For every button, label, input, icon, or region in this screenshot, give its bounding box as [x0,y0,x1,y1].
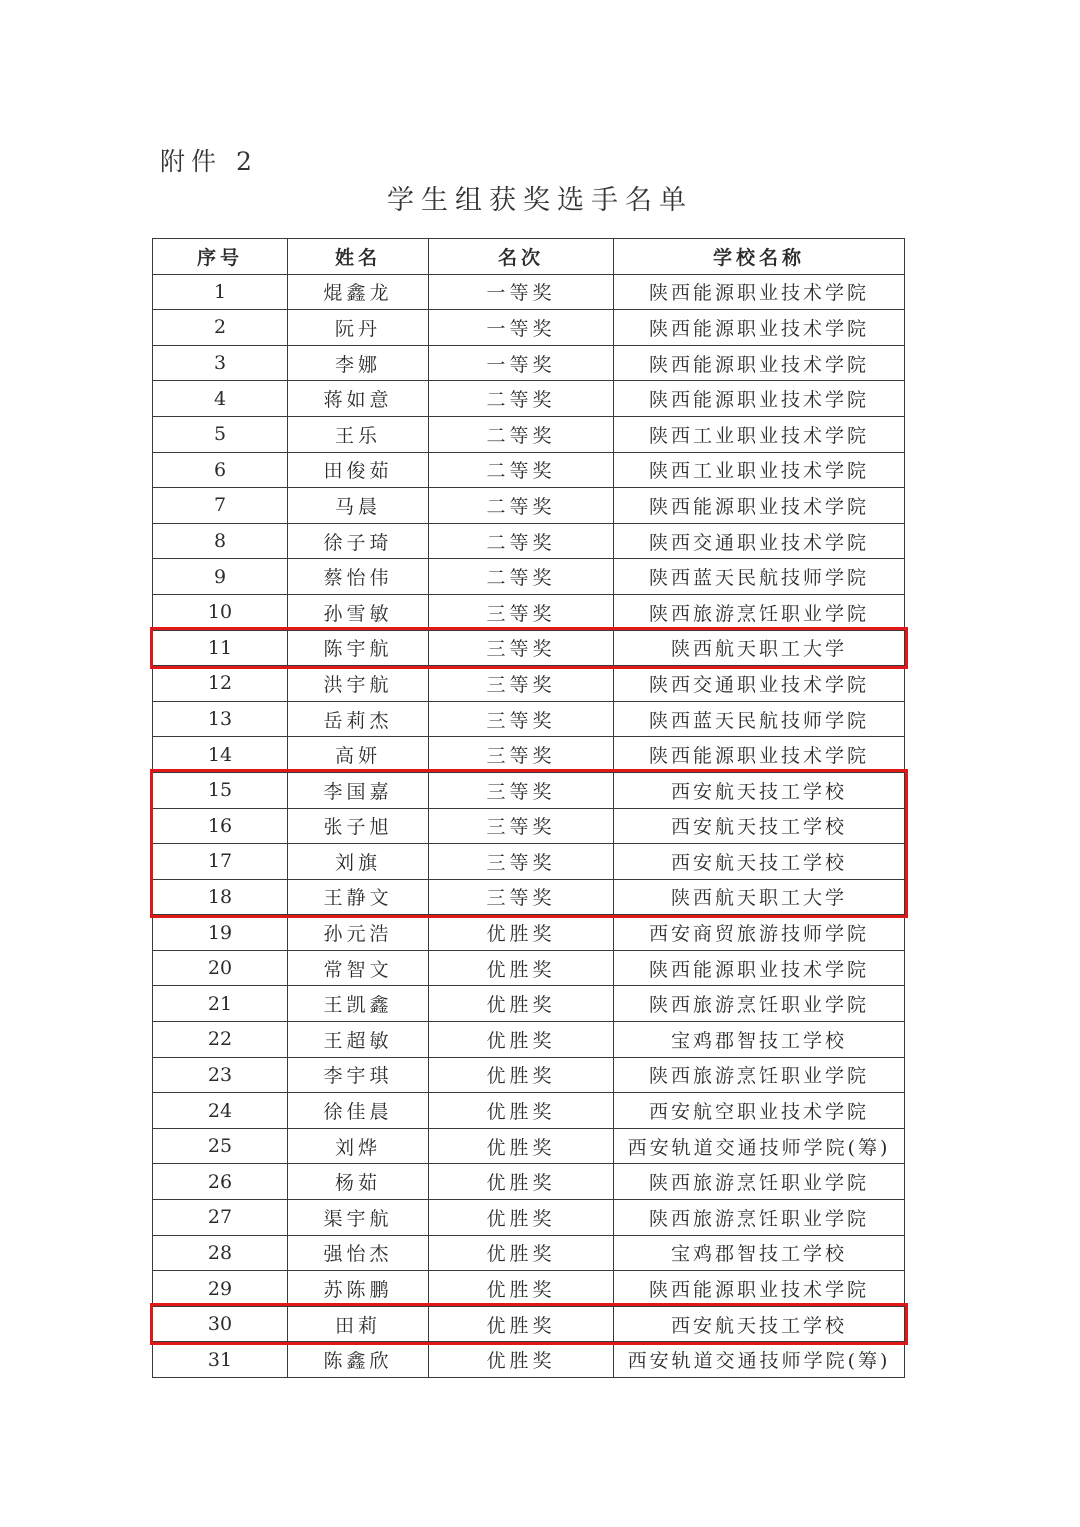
table-row [153,666,905,702]
table-row [153,986,905,1022]
table-row [153,381,905,417]
cell-name: 孙雪敏 [288,594,429,630]
cell-name: 杨茹 [288,1164,429,1200]
cell-school: 陕西能源职业技术学院 [614,345,905,381]
table-row [153,844,905,880]
cell-name: 焜鑫龙 [288,274,429,310]
cell-rank: 优胜奖 [429,1022,614,1058]
cell-school: 陕西能源职业技术学院 [614,1271,905,1307]
cell-school: 西安航天技工学校 [614,772,905,808]
table-row [153,630,905,666]
cell-number: 25 [153,1128,288,1164]
cell-school: 陕西能源职业技术学院 [614,381,905,417]
cell-number: 19 [153,915,288,951]
table-row [153,274,905,310]
cell-school: 西安航天技工学校 [614,1306,905,1342]
cell-number: 9 [153,559,288,595]
cell-name: 岳莉杰 [288,701,429,737]
table-row [153,416,905,452]
cell-number: 2 [153,310,288,346]
cell-school: 西安航空职业技术学院 [614,1093,905,1129]
cell-name: 王静文 [288,879,429,915]
cell-school: 陕西能源职业技术学院 [614,274,905,310]
cell-name: 李娜 [288,345,429,381]
table-row [153,1164,905,1200]
cell-rank: 一等奖 [429,345,614,381]
cell-rank: 二等奖 [429,416,614,452]
cell-rank: 三等奖 [429,772,614,808]
cell-rank: 优胜奖 [429,915,614,951]
cell-number: 5 [153,416,288,452]
cell-number: 8 [153,523,288,559]
cell-school: 陕西能源职业技术学院 [614,310,905,346]
table-row [153,345,905,381]
table-row [153,1235,905,1271]
table-row [153,1306,905,1342]
cell-rank: 优胜奖 [429,1342,614,1378]
cell-school: 西安商贸旅游技师学院 [614,915,905,951]
cell-name: 蔡怡伟 [288,559,429,595]
header-name: 姓名 [288,239,429,275]
table-body [153,274,905,1377]
cell-rank: 三等奖 [429,808,614,844]
cell-rank: 优胜奖 [429,1306,614,1342]
cell-number: 1 [153,274,288,310]
cell-name: 高妍 [288,737,429,773]
cell-rank: 三等奖 [429,630,614,666]
cell-number: 15 [153,772,288,808]
cell-name: 徐子琦 [288,523,429,559]
cell-school: 宝鸡郡智技工学校 [614,1235,905,1271]
cell-name: 阮丹 [288,310,429,346]
cell-name: 田俊茹 [288,452,429,488]
cell-number: 28 [153,1235,288,1271]
table-row [153,452,905,488]
cell-number: 4 [153,381,288,417]
cell-name: 李宇琪 [288,1057,429,1093]
cell-number: 23 [153,1057,288,1093]
table-row [153,310,905,346]
cell-rank: 优胜奖 [429,1093,614,1129]
cell-school: 西安轨道交通技师学院(筹) [614,1342,905,1378]
header-number: 序号 [153,239,288,275]
cell-name: 李国嘉 [288,772,429,808]
cell-name: 田莉 [288,1306,429,1342]
cell-rank: 优胜奖 [429,1271,614,1307]
cell-number: 27 [153,1200,288,1236]
cell-name: 陈鑫欣 [288,1342,429,1378]
table-row [153,1271,905,1307]
cell-rank: 三等奖 [429,879,614,915]
table-row [153,559,905,595]
cell-number: 13 [153,701,288,737]
cell-rank: 优胜奖 [429,986,614,1022]
document-title: 学生组获奖选手名单 [387,185,693,216]
cell-name: 刘旗 [288,844,429,880]
table-row [153,1342,905,1378]
cell-name: 蒋如意 [288,381,429,417]
table-row [153,1057,905,1093]
cell-number: 30 [153,1306,288,1342]
cell-rank: 优胜奖 [429,1057,614,1093]
cell-number: 21 [153,986,288,1022]
cell-name: 陈宇航 [288,630,429,666]
cell-school: 西安轨道交通技师学院(筹) [614,1128,905,1164]
cell-number: 11 [153,630,288,666]
cell-number: 20 [153,950,288,986]
cell-school: 陕西交通职业技术学院 [614,666,905,702]
cell-rank: 三等奖 [429,701,614,737]
cell-name: 王乐 [288,416,429,452]
cell-school: 陕西蓝天民航技师学院 [614,701,905,737]
cell-rank: 二等奖 [429,488,614,524]
cell-school: 陕西旅游烹饪职业学院 [614,594,905,630]
cell-school: 陕西航天职工大学 [614,630,905,666]
cell-number: 22 [153,1022,288,1058]
table-row [153,950,905,986]
cell-number: 12 [153,666,288,702]
cell-rank: 二等奖 [429,523,614,559]
table-row [153,594,905,630]
table-row [153,488,905,524]
cell-name: 常智文 [288,950,429,986]
cell-school: 陕西蓝天民航技师学院 [614,559,905,595]
cell-school: 陕西工业职业技术学院 [614,452,905,488]
cell-school: 西安航天技工学校 [614,808,905,844]
cell-school: 陕西交通职业技术学院 [614,523,905,559]
table-row [153,808,905,844]
table-row [153,737,905,773]
cell-name: 苏陈鹏 [288,1271,429,1307]
cell-name: 马晨 [288,488,429,524]
cell-number: 18 [153,879,288,915]
cell-number: 17 [153,844,288,880]
cell-rank: 优胜奖 [429,1200,614,1236]
cell-number: 16 [153,808,288,844]
cell-school: 陕西能源职业技术学院 [614,488,905,524]
table-row [153,1022,905,1058]
cell-school: 陕西能源职业技术学院 [614,737,905,773]
cell-name: 王凯鑫 [288,986,429,1022]
table-row [153,879,905,915]
cell-rank: 三等奖 [429,737,614,773]
cell-name: 张子旭 [288,808,429,844]
cell-number: 10 [153,594,288,630]
cell-rank: 优胜奖 [429,950,614,986]
cell-name: 渠宇航 [288,1200,429,1236]
cell-name: 王超敏 [288,1022,429,1058]
table-row [153,523,905,559]
cell-name: 洪宇航 [288,666,429,702]
cell-number: 14 [153,737,288,773]
cell-name: 刘烨 [288,1128,429,1164]
cell-number: 29 [153,1271,288,1307]
cell-number: 3 [153,345,288,381]
cell-rank: 三等奖 [429,594,614,630]
cell-name: 孙元浩 [288,915,429,951]
cell-school: 陕西工业职业技术学院 [614,416,905,452]
table-row [153,1093,905,1129]
cell-rank: 优胜奖 [429,1164,614,1200]
cell-rank: 优胜奖 [429,1128,614,1164]
cell-name: 徐佳晨 [288,1093,429,1129]
table-row [153,701,905,737]
table-row [153,1128,905,1164]
table-row [153,772,905,808]
cell-school: 陕西航天职工大学 [614,879,905,915]
cell-rank: 三等奖 [429,666,614,702]
cell-school: 陕西旅游烹饪职业学院 [614,1057,905,1093]
cell-number: 7 [153,488,288,524]
cell-rank: 一等奖 [429,274,614,310]
header-rank: 名次 [429,239,614,275]
cell-rank: 优胜奖 [429,1235,614,1271]
award-table [152,238,905,1378]
cell-school: 陕西旅游烹饪职业学院 [614,986,905,1022]
cell-name: 强怡杰 [288,1235,429,1271]
cell-rank: 一等奖 [429,310,614,346]
table-row [153,915,905,951]
cell-number: 6 [153,452,288,488]
cell-number: 26 [153,1164,288,1200]
cell-school: 陕西旅游烹饪职业学院 [614,1200,905,1236]
cell-rank: 二等奖 [429,559,614,595]
cell-rank: 二等奖 [429,381,614,417]
cell-school: 宝鸡郡智技工学校 [614,1022,905,1058]
cell-number: 24 [153,1093,288,1129]
cell-school: 陕西旅游烹饪职业学院 [614,1164,905,1200]
cell-school: 陕西能源职业技术学院 [614,950,905,986]
header-school: 学校名称 [614,239,905,275]
attachment-label: 附件 2 [160,147,258,176]
cell-rank: 三等奖 [429,844,614,880]
cell-rank: 二等奖 [429,452,614,488]
table-row [153,1200,905,1236]
table-header-row [153,239,905,275]
cell-number: 31 [153,1342,288,1378]
cell-school: 西安航天技工学校 [614,844,905,880]
